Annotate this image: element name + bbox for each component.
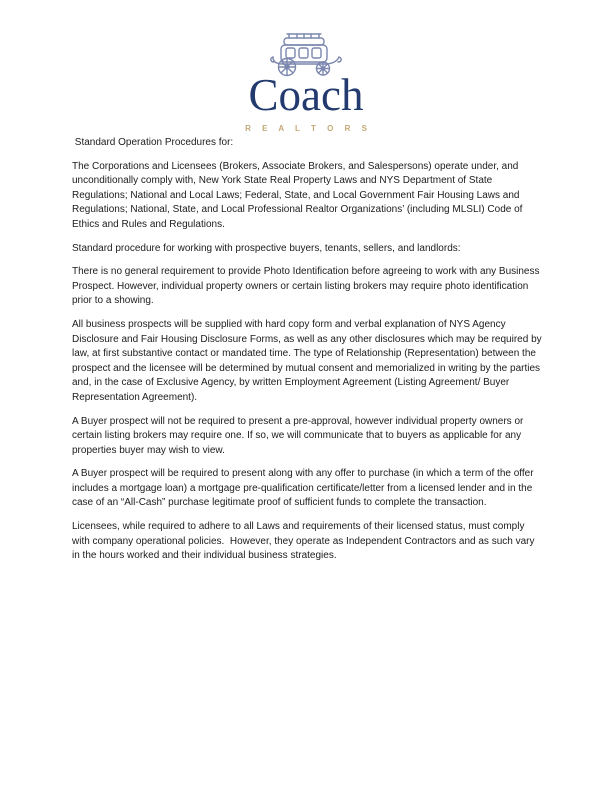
paragraph-compliance: The Corporations and Licensees (Brokers, Associate Brokers, and Salespersons) operate under, and unconditionally comply with, New York State Real Property Laws and NYS Department of State Regulations; National and Local Laws; Federal, State, and Local Government Fair Housing Laws and Regulations; National, State, and Local Professional Realtor Organizations’ (including MLSLI) Code of Ethics and Rules and Regulations. <box>72 160 526 230</box>
brand-tagline: R E A L T O R S <box>245 124 372 133</box>
paragraph-photo-id: There is no general requirement to provide Photo Identification before agreeing to work with any Business Prospect. However, individual property owners or certain listing brokers may require photo identification prior to a showing. <box>72 266 543 307</box>
paragraph-preapproval: A Buyer prospect will not be required to present a pre-approval, however individual property owners or certain listing brokers may require one. If so, we will communicate that to buyers as applicable for any properties buyer may wish to view. <box>72 415 527 456</box>
company-logo <box>0 30 612 133</box>
paragraph-prequalification: A Buyer prospect will be required to present along with any offer to purchase (in which a term of the offer includes a mortgage loan) a mortgage pre-qualification certificate/letter from a licensed lender and in the case of an “All-Cash” purchase legitimate proof of sufficient funds to complete the transaction. <box>72 468 537 509</box>
brand-name: Coach <box>248 70 364 120</box>
paragraph-disclosures: All business prospects will be supplied with hard copy form and verbal explanation of NYS Agency Disclosure and Fair Housing Disclosure Forms, as well as any other disclosures which may be required by law, at first substantive contact or mandated time. The type of Relationship (Representation) between the prospect and the licensee will be determined by mutual consent and memorialized in writing by the parties and, in the case of Exclusive Agency, by written Employment Agreement (Listing Agreement/ Buyer Representation Agreement). <box>72 318 545 403</box>
paragraph-standard-procedure: Standard procedure for working with prospective buyers, tenants, sellers, and landlords: <box>72 242 461 254</box>
paragraph-licensees: Licensees, while required to adhere to all Laws and requirements of their licensed status, must comply with company operational policies. However, they operate as Independent Contractors and as such vary in the hours worked and their individual business strategies. <box>72 521 538 562</box>
document-heading: Standard Operation Procedures for: <box>72 137 234 148</box>
document-body <box>72 136 545 573</box>
